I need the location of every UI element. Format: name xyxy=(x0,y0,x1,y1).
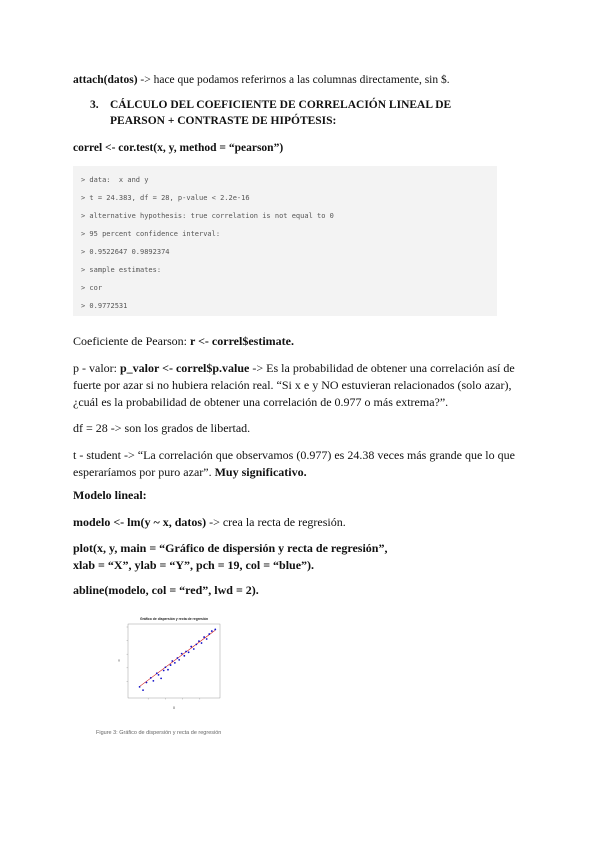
console-line: > t = 24.383, df = 28, p-value < 2.2e-16 xyxy=(81,194,250,202)
console-line: > alternative hypothesis: true correlation is not equal to 0 xyxy=(81,212,334,220)
plot-code-line-2: xlab = “X”, ylab = “Y”, pch = 19, col = “blue”). xyxy=(73,558,315,573)
scatter-point xyxy=(183,655,185,657)
scatter-point xyxy=(150,677,152,679)
section-title-line-1: CÁLCULO DEL COEFICIENTE DE CORRELACIÓN LINEAL DE xyxy=(110,99,452,111)
scatter-point xyxy=(171,660,173,662)
scatter-point xyxy=(142,689,144,691)
tstudent-text: t - student -> “La correlación que observamos (0.977) es 24.38 veces más grande que lo que esperaríamos por puro azar”. xyxy=(73,448,515,480)
scatter-point xyxy=(178,659,180,661)
pearson-code: r <- correl$estimate. xyxy=(189,334,294,348)
modelo-text: -> crea la recta de regresión. xyxy=(206,515,346,529)
scatter-point xyxy=(165,666,167,668)
scatter-point xyxy=(190,646,192,648)
scatter-point xyxy=(167,669,169,671)
pvalue-text: -> Es la probabilidad de obtener una correlación así de fuerte por azar si no hubiera relación real. “Si x e y NO estuvieran relacionados (solo azar), ¿cuál es la probabilidad de obtener una correlación de 0.977 o más extrema?”. xyxy=(73,361,515,410)
pvalue-label: p - valor: xyxy=(73,361,120,375)
console-line: > 0.9772531 xyxy=(81,302,128,310)
attach-text: -> hace que podamos referirnos a las columnas directamente, sin $. xyxy=(137,74,450,86)
pearson-paragraph xyxy=(73,333,523,350)
r-console-output xyxy=(73,166,497,316)
scatter-point xyxy=(163,670,165,672)
pvalue-code: p_valor <- correl$p.value xyxy=(120,361,250,375)
chart-title: Gráfico de dispersión y recta de regresión xyxy=(139,617,209,621)
scatter-point xyxy=(156,672,158,674)
section-title-line-2: PEARSON + CONTRASTE DE HIPÓTESIS: xyxy=(110,115,337,128)
pearson-label: Coeficiente de Pearson: xyxy=(73,334,190,348)
df-paragraph: df = 28 -> son los grados de libertad. xyxy=(73,421,251,435)
console-line: > 0.9522647 0.9892374 xyxy=(81,248,170,256)
scatter-point xyxy=(206,638,208,640)
y-axis-label: Y xyxy=(117,659,121,663)
scatter-point xyxy=(170,664,172,666)
x-axis-label: X xyxy=(172,706,176,710)
scatter-point xyxy=(158,674,160,676)
scatter-point xyxy=(188,651,190,653)
section-number: 3. xyxy=(90,99,99,111)
pvalue-paragraph xyxy=(73,360,523,411)
scatter-point xyxy=(146,682,148,684)
plot-code-line-1: plot(x, y, main = “Gráfico de dispersión y recta de regresión”, xyxy=(73,541,388,555)
scatter-point xyxy=(201,642,203,644)
scatter-plot-figure xyxy=(116,615,222,711)
console-line: > data: x and y xyxy=(81,176,149,184)
scatter-point xyxy=(185,651,187,653)
abline-code: abline(modelo, col = “red”, lwd = 2). xyxy=(73,583,259,597)
attach-paragraph xyxy=(73,72,523,88)
section-3-heading xyxy=(90,97,490,129)
tstudent-paragraph xyxy=(73,447,523,481)
scatter-point xyxy=(208,633,210,635)
scatter-point xyxy=(203,636,205,638)
console-line: > cor xyxy=(81,284,103,292)
modelo-paragraph xyxy=(73,514,523,531)
tstudent-bold: Muy significativo. xyxy=(214,465,307,480)
scatter-point xyxy=(177,657,179,659)
correl-code: correl <- cor.test(x, y, method = “pearson”) xyxy=(73,142,284,154)
scatter-point xyxy=(174,662,176,664)
modelo-code: modelo <- lm(y ~ x, datos) xyxy=(73,515,207,529)
scatter-point xyxy=(181,653,183,655)
plot-code xyxy=(73,540,523,574)
attach-code: attach(datos) xyxy=(73,74,138,86)
scatter-point xyxy=(152,680,154,682)
scatter-point xyxy=(198,640,200,642)
scatter-point xyxy=(139,686,141,688)
console-line: > 95 percent confidence interval: xyxy=(81,230,221,238)
figure-caption: Figure 3: Gráfico de dispersión y recta de regresión xyxy=(96,730,222,736)
console-line: > sample estimates: xyxy=(81,266,162,274)
scatter-point xyxy=(211,630,213,632)
scatter-point xyxy=(160,678,162,680)
modelo-heading: Modelo lineal: xyxy=(73,488,147,502)
scatter-point xyxy=(193,648,195,650)
scatter-point xyxy=(214,629,216,631)
scatter-point xyxy=(195,644,197,646)
